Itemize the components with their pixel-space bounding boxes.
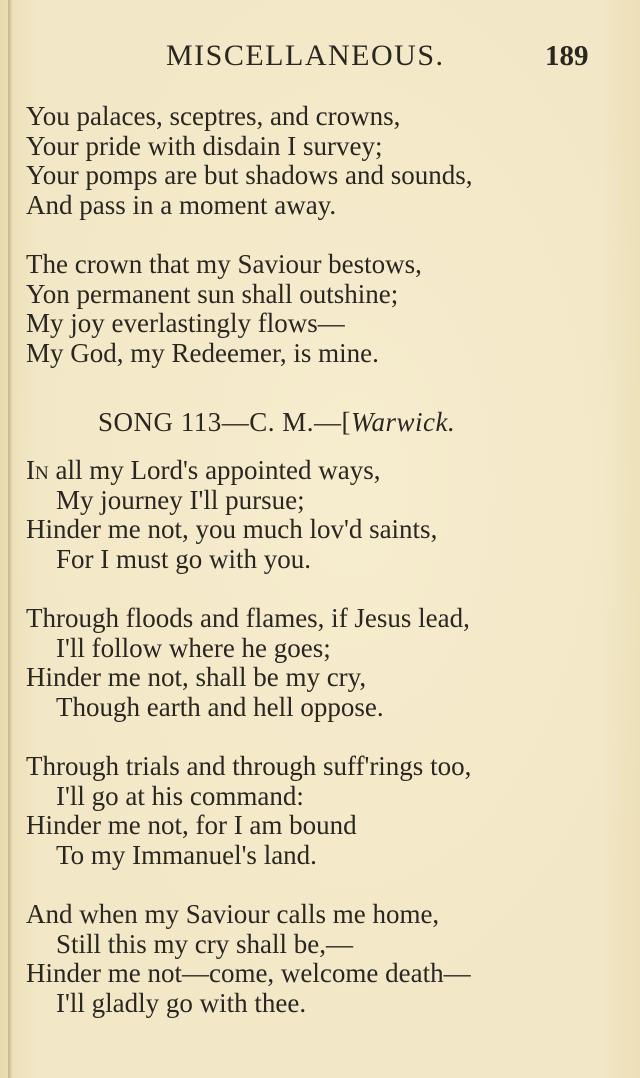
- verse-line: My God, my Redeemer, is mine.: [26, 337, 379, 368]
- song-stanza-3: [26, 752, 626, 870]
- stanza-top-1: [26, 102, 626, 220]
- page-number: 189: [545, 40, 589, 72]
- verse-line: [26, 456, 626, 486]
- first-line-rest: all my Lord's appointed ways,: [48, 455, 381, 485]
- verse-line: Your pride with disdain I survey;: [26, 130, 383, 161]
- verse-line: Still this my cry shall be,—: [56, 928, 353, 959]
- verse-line: Through trials and through suff'rings too,: [26, 751, 472, 781]
- verse-line: Hinder me not, for I am bound: [26, 810, 357, 841]
- verse-line: Yon permanent sun shall outshine;: [26, 278, 399, 309]
- tune-name: Warwick.: [351, 407, 456, 437]
- verse-line: Hinder me not—come, welcome death—: [26, 958, 471, 989]
- running-head: [0, 36, 640, 76]
- verse-line: Your pomps are but shadows and sounds,: [26, 160, 473, 191]
- verse-line: Though earth and hell oppose.: [56, 691, 384, 722]
- initial-word: In: [26, 455, 49, 485]
- song-stanza-2: [26, 604, 626, 722]
- verse-line: To my Immanuel's land.: [56, 839, 317, 870]
- verse-line: And when my Saviour calls me home,: [26, 899, 440, 929]
- verse-line: Hinder me not, shall be my cry,: [26, 662, 367, 693]
- binding-edge: [8, 0, 12, 1078]
- verse-line: And pass in a moment away.: [26, 189, 337, 220]
- running-title: MISCELLANEOUS.: [166, 39, 445, 72]
- song-stanza-4: [26, 900, 626, 1018]
- verse-line: I'll follow where he goes;: [56, 632, 331, 663]
- song-number-meter: SONG 113—C. M.—[: [98, 407, 352, 437]
- verse-line: I'll gladly go with thee.: [56, 987, 307, 1018]
- verse-line: The crown that my Saviour bestows,: [26, 249, 422, 279]
- verse-line: My joy everlastingly flows—: [26, 308, 345, 339]
- verse-line: Hinder me not, you much lov'd saints,: [26, 514, 438, 545]
- song-stanza-1: [26, 456, 626, 574]
- stanza-top-2: [26, 250, 626, 368]
- verse-line: You palaces, sceptres, and crowns,: [26, 101, 401, 131]
- verse-line: My journey I'll pursue;: [56, 484, 305, 515]
- verse-line: I'll go at his command:: [56, 780, 304, 811]
- song-heading: [98, 405, 455, 439]
- verse-line: For I must go with you.: [56, 543, 312, 574]
- verse-line: Through floods and flames, if Jesus lead,: [26, 603, 470, 633]
